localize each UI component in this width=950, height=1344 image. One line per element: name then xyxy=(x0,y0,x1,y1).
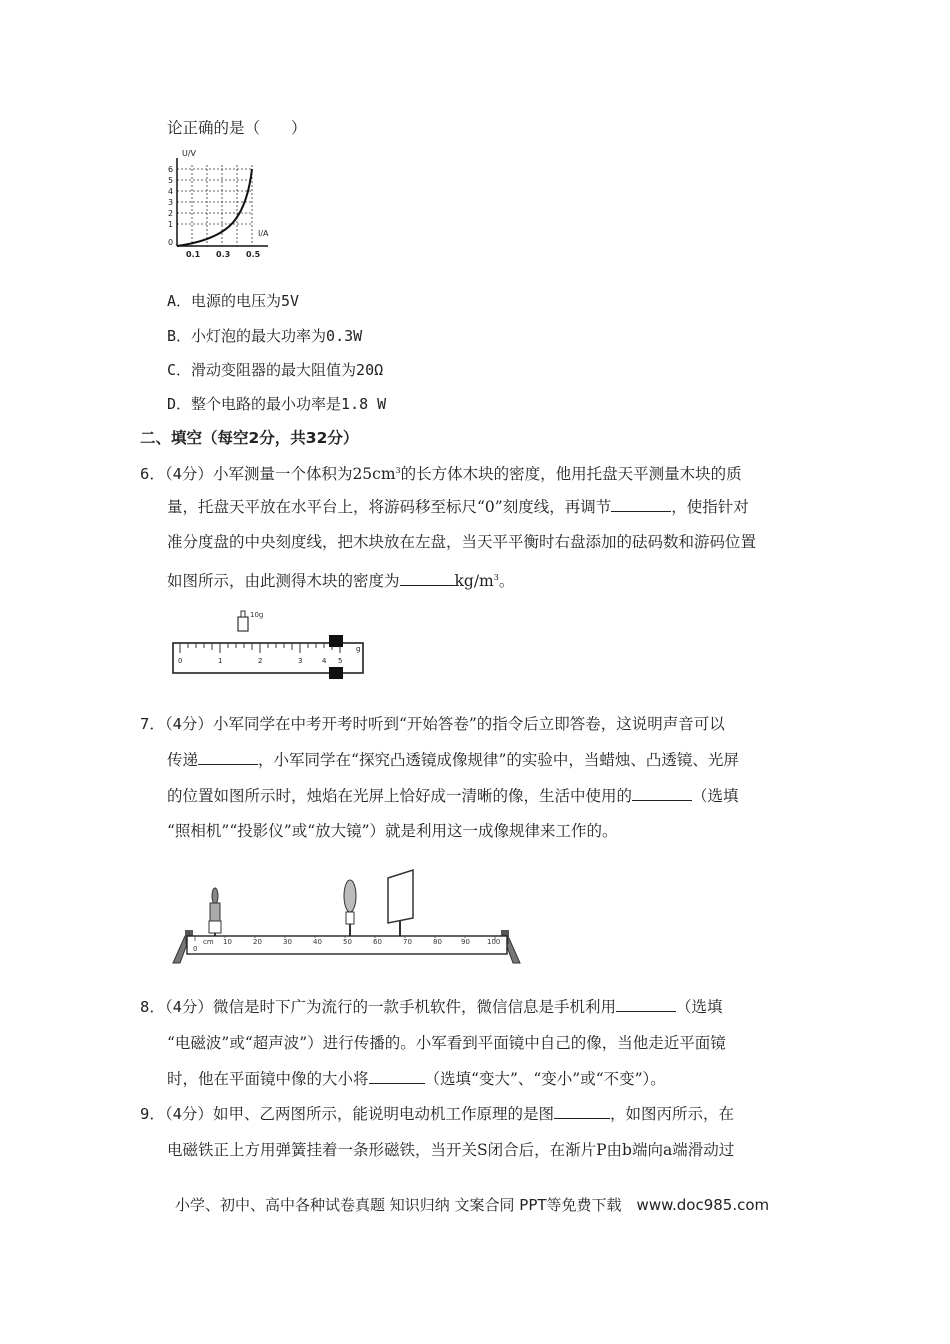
svg-text:10g: 10g xyxy=(250,611,264,619)
ui-graph xyxy=(160,145,280,260)
q5-stem-end: 论正确的是（ ） xyxy=(167,119,307,137)
q8-line2: “电磁波”或“超声波”）进行传播的。小军看到平面镜中自己的像，当他走近平面镜 xyxy=(167,1034,726,1052)
bench-tick: 0 xyxy=(193,945,198,953)
graph-ytick: 3 xyxy=(168,198,174,207)
bench-tick: 10 xyxy=(223,938,232,946)
q7-line4: “照相机”“投影仪”或“放大镜”）就是利用这一成像规律来工作的。 xyxy=(167,822,618,840)
rider-bottom xyxy=(329,667,343,679)
graph-ylabel: U/V xyxy=(182,149,197,158)
q9-blank-1[interactable] xyxy=(554,1104,610,1119)
q6-line4: 如图所示，由此测得木块的密度为 $kg/m^3$。 xyxy=(167,572,515,591)
graph-xtick: 0.5 xyxy=(246,250,261,259)
q9-line2: 电磁铁正上方用弹簧挂着一条形磁铁，当开关S闭合后，在渐片P由b端向a端滑动过 xyxy=(167,1141,735,1159)
light-screen xyxy=(388,870,413,943)
graph-xtick: 0.1 xyxy=(186,250,201,259)
graph-ytick: 4 xyxy=(168,187,174,196)
q6-blank-1[interactable] xyxy=(611,497,671,512)
graph-ytick: 5 xyxy=(168,176,174,185)
q6-blank-2[interactable] xyxy=(400,571,455,586)
bench-tick: 40 xyxy=(313,938,322,946)
q8-line3: 时，他在平面镜中像的大小将 （选填“变大”、“变小”或“不变”）。 xyxy=(167,1070,666,1088)
section-title: 二、填空（每空2分，共32分） xyxy=(140,429,359,447)
ruler-tick: 2 xyxy=(258,657,263,665)
q9-line1: 9．（4分）如甲、乙两图所示，能说明电动机工作原理的是图 ，如图丙所示，在 xyxy=(140,1105,734,1123)
bench-tick: 50 xyxy=(343,938,352,946)
rider-top xyxy=(329,635,343,647)
option-d: D．整个电路的最小功率是1.8 W xyxy=(167,395,387,413)
graph-xtick: 0.3 xyxy=(216,250,231,259)
balance-ruler xyxy=(168,605,368,695)
ruler-tick: 4 xyxy=(322,657,327,665)
convex-lens xyxy=(344,880,356,943)
q7-line3: 的位置如图所示时，烛焰在光屏上恰好成一清晰的像，生活中使用的 （选填 xyxy=(167,787,739,805)
option-c: C．滑动变阻器的最大阻值为20Ω xyxy=(167,361,384,379)
ruler-tick: 1 xyxy=(218,657,223,665)
optical-bench xyxy=(165,858,535,973)
ruler-unit: g xyxy=(356,645,361,653)
bench-unit: cm xyxy=(203,938,214,946)
graph-ytick: 2 xyxy=(168,209,174,218)
weight-10g xyxy=(238,611,263,631)
q8-line1: 8．（4分）微信是时下广为流行的一款手机软件，微信信息是手机利用 （选填 xyxy=(140,998,723,1016)
option-a: A．电源的电压为5V xyxy=(167,292,300,310)
bench-tick: 30 xyxy=(283,938,292,946)
candle xyxy=(209,888,221,943)
bench-tick: 70 xyxy=(403,938,412,946)
bench-tick: 90 xyxy=(461,938,470,946)
q6-line2: 量，托盘天平放在水平台上，将游码移至标尺“0”刻度线，再调节 ，使指针对 xyxy=(167,498,749,516)
page-footer: 小学、初中、高中各种试卷真题 知识归纳 文案合同 PPT等免费下载 www.doc985.com xyxy=(175,1196,770,1214)
q6-line3: 准分度盘的中央刻度线，把木块放在左盘，当天平平衡时右盘添加的砝码数和游码位置 xyxy=(167,533,757,551)
bench-tick: 60 xyxy=(373,938,382,946)
q7-line1: 7．（4分）小军同学在中考开考时听到“开始答卷”的指令后立即答卷，这说明声音可以 xyxy=(140,715,725,733)
bench-tick: 20 xyxy=(253,938,262,946)
q8-blank-2[interactable] xyxy=(369,1069,425,1084)
ui-curve xyxy=(177,169,252,246)
q8-blank-1[interactable] xyxy=(616,997,676,1012)
ruler-tick: 5 xyxy=(338,657,343,665)
graph-xlabel: I/A xyxy=(258,229,269,238)
graph-ytick: 6 xyxy=(168,165,174,174)
q7-blank-1[interactable] xyxy=(198,750,258,765)
ruler-tick: 0 xyxy=(178,657,183,665)
q7-line2: 传递 ，小军同学在“探究凸透镜成像规律”的实验中，当蜡烛、凸透镜、光屏 xyxy=(167,751,739,769)
q7-blank-2[interactable] xyxy=(632,786,692,801)
q6-line1: 6．（4分）小军测量一个体积为$25cm^3$的长方体木块的密度，他用托盘天平测量木块的质 xyxy=(140,465,742,484)
option-b: B．小灯泡的最大功率为0.3W xyxy=(167,327,363,345)
bench-tick: 100 xyxy=(487,938,501,946)
ruler-tick: 3 xyxy=(298,657,303,665)
graph-ytick: 0 xyxy=(168,238,174,247)
bench-tick: 80 xyxy=(433,938,442,946)
graph-ytick: 1 xyxy=(168,220,174,229)
